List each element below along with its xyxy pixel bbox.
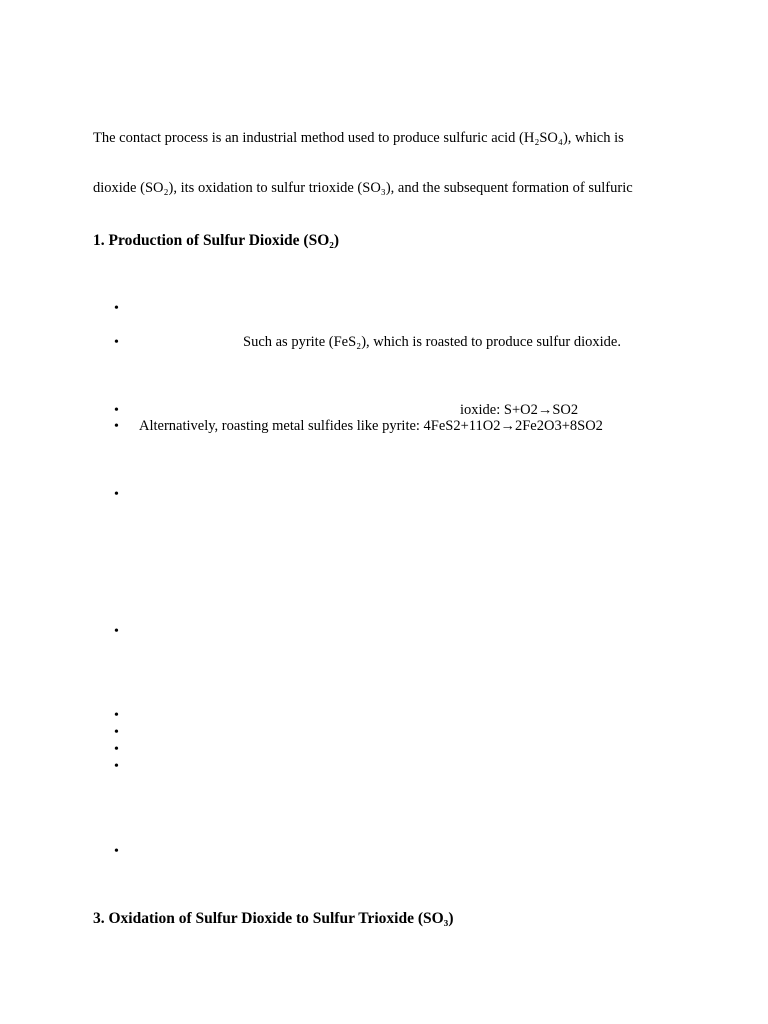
bullet-marker: • <box>114 624 119 639</box>
intro-line-1: The contact process is an industrial method used to produce sulfuric acid (H₂SO₄), which is <box>93 130 624 146</box>
section-heading-oxidation: 3. Oxidation of Sulfur Dioxide to Sulfur Trioxide (SO₃) <box>93 910 454 927</box>
bullet-marker: • <box>114 844 119 859</box>
bullet-marker: • <box>114 487 119 502</box>
bullet-marker: • <box>114 335 119 350</box>
bullet-marker: • <box>114 403 119 418</box>
bullet-marker: • <box>114 742 119 757</box>
bullet-marker: • <box>114 301 119 316</box>
bullet-marker: • <box>114 708 119 723</box>
bullet-text-pyrite: Such as pyrite (FeS₂), which is roasted to produce sulfur dioxide. <box>243 334 621 350</box>
intro-line-2: dioxide (SO₂), its oxidation to sulfur trioxide (SO₃), and the subsequent formation of sulfuric <box>93 180 633 196</box>
bullet-marker: • <box>114 759 119 774</box>
bullet-text-roasting-sulfides: Alternatively, roasting metal sulfides like pyrite: 4FeS2+11O2→2Fe2O3+8SO2 <box>139 418 603 434</box>
bullet-marker: • <box>114 419 119 434</box>
bullet-text-burning-sulfur: ioxide: S+O2→SO2 <box>460 402 579 418</box>
section-heading-production: 1. Production of Sulfur Dioxide (SO₂) <box>93 232 340 249</box>
bullet-marker: • <box>114 725 119 740</box>
